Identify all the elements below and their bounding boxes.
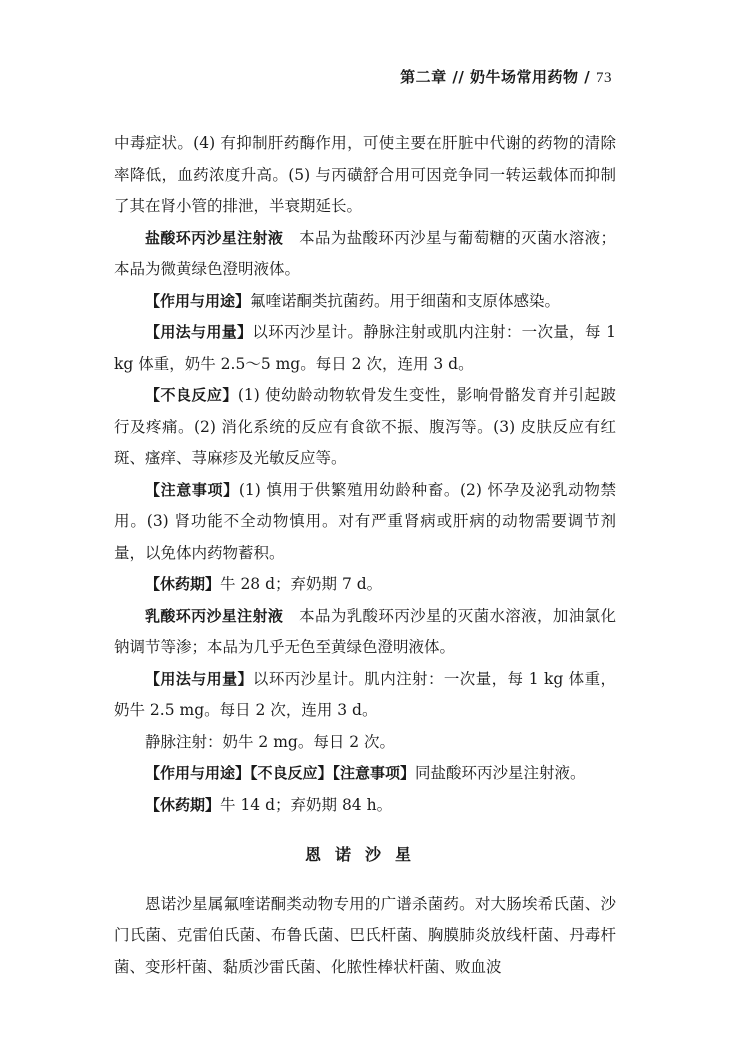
paragraph: 中毒症状。(4) 有抑制肝药酶作用，可使主要在肝脏中代谢的药物的清除率降低，血药浓度升高。(5) 与丙磺舒合用可因竞争同一转运载体而抑制了其在肾小管的排泄，半衰期延长。 — [114, 134, 616, 215]
paragraph — [114, 286, 616, 318]
field-label: 【用法与用量】 — [145, 669, 253, 688]
drug-name: 乳酸环丙沙星注射液 — [145, 606, 284, 625]
header-separator: / — [578, 68, 596, 86]
field-text: 以环丙沙星计。静脉注射或肌内注射：一次量，每 1 kg 体重，奶牛 2.5～5 mg。每日 2 次，连用 3 d。 — [114, 323, 616, 373]
header-separator: // — [446, 68, 471, 86]
drug-entry-ciprofloxacin-lactate — [114, 601, 616, 664]
field-label: 【作用与用途】 — [145, 764, 251, 782]
section-title: 恩诺沙星 — [304, 845, 425, 864]
field-text: 牛 28 d；弃奶期 7 d。 — [220, 575, 383, 593]
drug-entry-ciprofloxacin-hcl — [114, 223, 616, 286]
field-label: 【用法与用量】 — [145, 323, 253, 341]
page-body — [114, 128, 616, 983]
paragraph — [114, 475, 616, 570]
paragraph — [114, 790, 616, 822]
field-text: 同盐酸环丙沙星注射液。 — [415, 764, 586, 782]
field-label: 【注意事项】 — [145, 480, 239, 499]
field-label: 【休药期】 — [145, 575, 221, 593]
chapter-title: 奶牛场常用药物 — [470, 68, 579, 86]
chapter-number: 第二章 — [400, 68, 447, 86]
page-number: 73 — [596, 70, 612, 86]
paragraph — [114, 317, 616, 380]
field-text: 以环丙沙星计。肌内注射：一次量，每 1 kg 体重，奶牛 2.5 mg。每日 2 次，连用 3 d。 — [114, 669, 616, 719]
field-label: 【休药期】 — [145, 795, 221, 814]
paragraph — [114, 758, 616, 790]
paragraph — [114, 664, 616, 727]
field-label: 【作用与用途】 — [145, 291, 251, 310]
drug-description: 本品为乳酸环丙沙星的灭菌水溶液，加油氯化钠调节等渗；本品为几乎无色至黄绿色澄明液体。 — [114, 606, 616, 656]
paragraph: 恩诺沙星属氟喹诺酮类动物专用的广谱杀菌药。对大肠埃希氏菌、沙门氏菌、克雷伯氏菌、布鲁氏菌、巴氏杆菌、胸膜肺炎放线杆菌、丹毒杆菌、变形杆菌、黏质沙雷氏菌、化脓性棒状杆菌、败血波 — [114, 894, 616, 976]
field-text: 氟喹诺酮类抗菌药。用于细菌和支原体感染。 — [250, 291, 561, 310]
field-text: (1) 使幼龄动物软骨发生变性，影响骨骼发育并引起跛行及疼痛。(2) 消化系统的反应有食欲不振、腹泻等。(3) 皮肤反应有红斑、瘙痒、荨麻疹及光敏反应等。 — [114, 386, 616, 467]
paragraph: 静脉注射：奶牛 2 mg。每日 2 次。 — [145, 732, 396, 751]
paragraph — [114, 380, 616, 475]
running-header — [400, 66, 612, 87]
field-text: 牛 14 d；弃奶期 84 h。 — [220, 795, 393, 814]
field-label: 【不良反应】 — [145, 386, 238, 404]
field-text: (1) 慎用于供繁殖用幼龄种畜。(2) 怀孕及泌乳动物禁用。(3) 肾功能不全动物慎用。对有严重肾病或肝病的动物需要调节剂量，以免体内药物蓄积。 — [114, 480, 616, 562]
drug-description: 本品为盐酸环丙沙星与葡萄糖的灭菌水溶液；本品为微黄绿色澄明液体。 — [114, 228, 616, 278]
drug-name: 盐酸环丙沙星注射液 — [145, 228, 284, 247]
paragraph — [114, 569, 616, 601]
field-label: 【注意事项】 — [332, 764, 416, 782]
field-label: 【不良反应】 — [250, 764, 333, 782]
